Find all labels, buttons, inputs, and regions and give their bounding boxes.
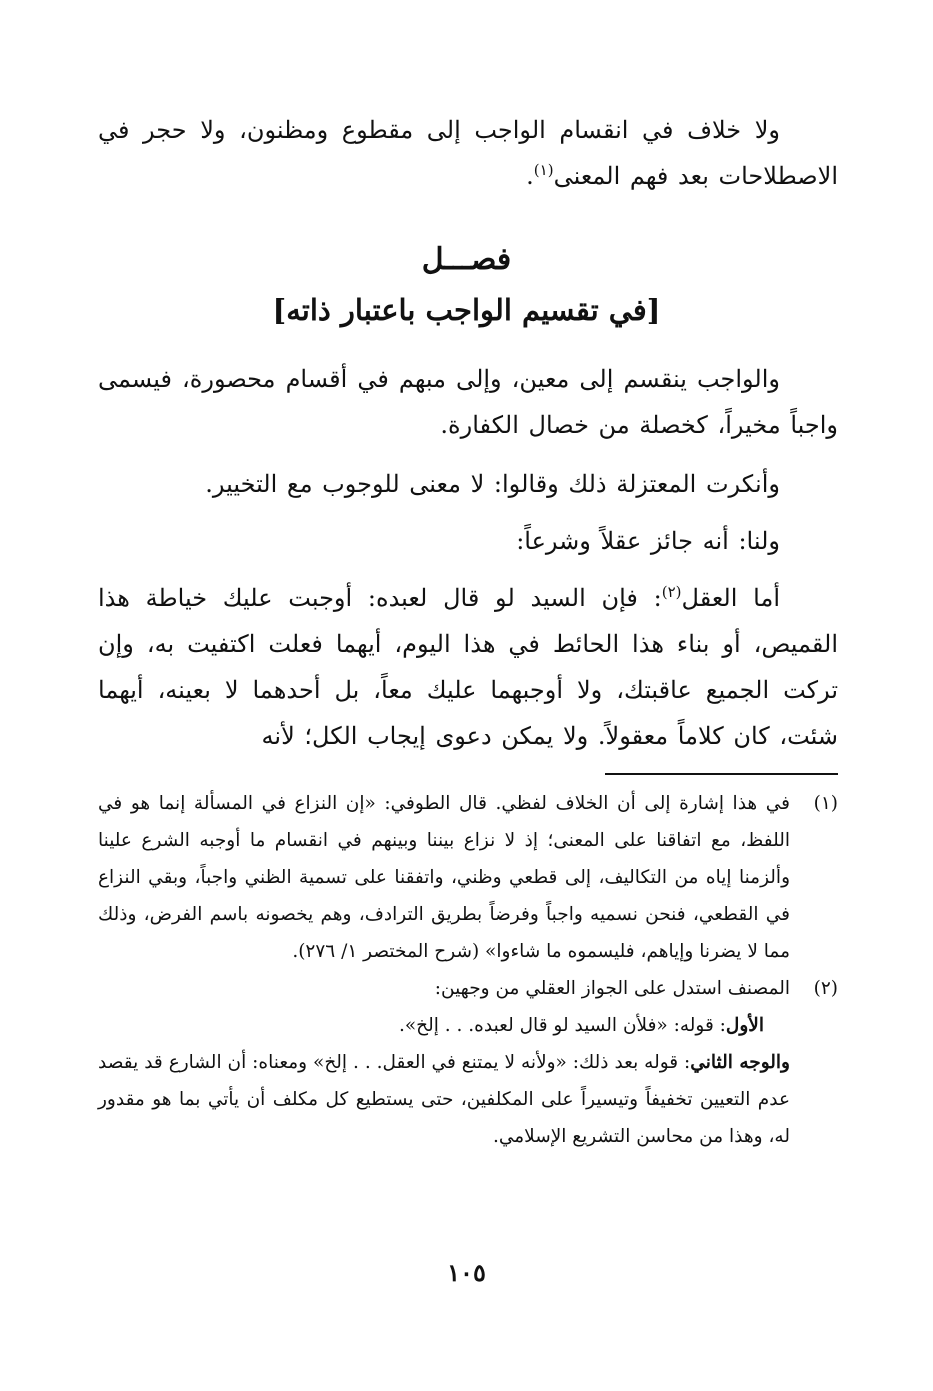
footnote-2-first-point: [98, 1007, 838, 1044]
paragraph-2-text: وأنكرت المعتزلة ذلك وقالوا: لا معنى للوجوب مع التخيير.: [205, 470, 780, 498]
footnote-2-first-text: : قوله: «فلأن السيد لو قال لعبده. . . إلخ».: [398, 1015, 726, 1036]
footnote-ref-1[interactable]: (١): [533, 161, 554, 179]
footnotes: [98, 785, 838, 1155]
intro-text: [98, 107, 838, 199]
footnote-2-first-label: الأول: [725, 1015, 764, 1036]
paragraph-2: [98, 461, 838, 507]
page-number: ١٠٥: [447, 1258, 486, 1287]
paragraph-4-rest: : فإن السيد لو قال لعبده: أوجبت عليك خياطة هذا القميص، أو بناء هذا الحائط في هذا اليوم، أيهما فعلت اكتفيت به، وإن تركت الجميع عاقبتك، ولا أوجبهما عليك معاً، بل أحدهما لا بعينه، أيهما شئت، كان كلاماً معقولاً. ولا يمكن دعوى إيجاب الكل؛ لأنه: [98, 584, 838, 750]
intro-end: .: [526, 162, 534, 190]
intro-body: ولا خلاف في انقسام الواجب إلى مقطوع ومظنون، ولا حجر في الاصطلاحات بعد فهم المعنى: [98, 116, 838, 190]
footnote-2-second-point: [98, 1044, 838, 1155]
footnote-2-second-text: : قوله بعد ذلك: «ولأنه لا يمتنع في العقل. . . إلخ» ومعناه: أن الشارع قد يقصد عدم التعيين تخفيفاً وتيسيراً على المكلفين، حتى يستطيع كل مكلف أن يأتي بما هو مقدور له، وهذا من محاسن التشريع الإسلامي.: [98, 1052, 790, 1147]
section-title: فصـــل: [421, 242, 512, 277]
footnote-2-number: (٢): [813, 978, 838, 999]
intro-paragraph: [98, 107, 838, 199]
section-subtitle: [في تقسيم الواجب باعتبار ذاته]: [272, 293, 661, 327]
paragraph-3: [98, 518, 838, 564]
footnote-2: [98, 970, 838, 1007]
footnote-2-second-label: والوجه الثاني: [690, 1052, 790, 1073]
footnote-2-text: المصنف استدل على الجواز العقلي من وجهين:: [434, 978, 790, 999]
footnote-1-text: في هذا إشارة إلى أن الخلاف لفظي. قال الطوفي: «إن النزاع في المسألة إنما هو في اللفظ، مع اتفاقنا على المعنى؛ إذ لا نزاع بيننا وبينهم في انقسام ما أوجبه الشرع علينا وألزمنا إياه من التكاليف، إلى قطعي وظني، واتفقنا على تسمية الظني واجباً، وبقي النزاع في القطعي، فنحن نسميه واجباً وفرضاً بطريق الترادف، وهم يخصونه باسم الفرض، وذلك مما لا يضرنا وإياهم، فليسموه ما شاءوا» (شرح المختصر ١/ ٢٧٦).: [98, 793, 790, 962]
footnote-1: [98, 785, 838, 970]
paragraph-4: [98, 575, 838, 759]
paragraph-4-text: [98, 575, 838, 759]
footnote-1-number: (١): [813, 793, 838, 814]
paragraph-3-text: ولنا: أنه جائز عقلاً وشرعاً:: [516, 527, 780, 555]
paragraph-1-text: والواجب ينقسم إلى معين، وإلى مبهم في أقسام محصورة، فيسمى واجباً مخيراً، كخصلة من خصال الكفارة.: [98, 365, 838, 439]
paragraph-4-start: أما العقل: [681, 584, 780, 612]
paragraph-1: [98, 356, 838, 448]
footnote-ref-2[interactable]: (٢): [661, 583, 682, 601]
footnote-separator: [605, 773, 838, 775]
